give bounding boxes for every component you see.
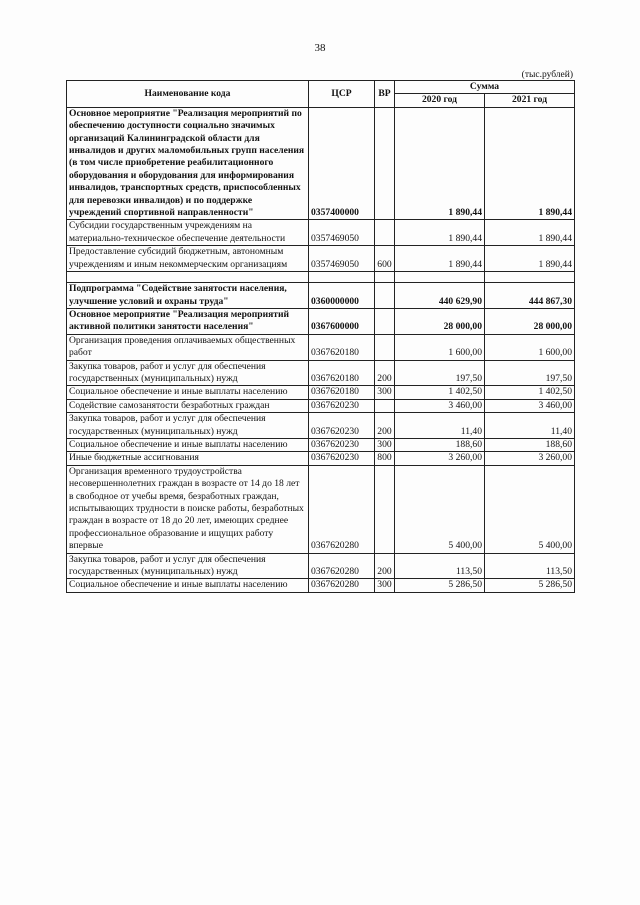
row-sum-2020: 11,40 xyxy=(395,413,485,439)
row-name: Подпрограмма "Содействие занятости населения, улучшение условий и охраны труда" xyxy=(67,283,309,309)
row-vr: 600 xyxy=(375,246,395,272)
row-name: Иные бюджетные ассигнования xyxy=(67,452,309,465)
table-row xyxy=(67,107,575,220)
row-name: Предоставление субсидий бюджетным, автономным учреждениям и иным некоммерческим организациям xyxy=(67,246,309,272)
row-sum-2020: 113,50 xyxy=(395,553,485,579)
table-row xyxy=(67,452,575,465)
row-sum-2021: 5 286,50 xyxy=(485,579,575,592)
row-csr: 0360000000 xyxy=(309,283,375,309)
row-csr: 0367620230 xyxy=(309,413,375,439)
table-row xyxy=(67,386,575,399)
row-csr: 0367620280 xyxy=(309,553,375,579)
row-sum-2021: 444 867,30 xyxy=(485,283,575,309)
row-sum-2021: 113,50 xyxy=(485,553,575,579)
row-name: Социальное обеспечение и иные выплаты населению xyxy=(67,386,309,399)
row-vr xyxy=(375,107,395,220)
row-sum-2021: 1 402,50 xyxy=(485,386,575,399)
header-year-2021: 2021 год xyxy=(485,94,575,107)
row-sum-2021: 1 600,00 xyxy=(485,334,575,360)
row-sum-2020: 1 600,00 xyxy=(395,334,485,360)
header-name: Наименование кода xyxy=(67,81,309,108)
row-sum-2020: 440 629,90 xyxy=(395,283,485,309)
row-name: Содействие самозанятости безработных граждан xyxy=(67,399,309,412)
row-csr: 0367620230 xyxy=(309,438,375,451)
spacer-row xyxy=(67,272,575,283)
row-name: Субсидии государственным учреждениям на материально-техническое обеспечение деятельности xyxy=(67,220,309,246)
row-sum-2021: 5 400,00 xyxy=(485,465,575,553)
row-vr xyxy=(375,220,395,246)
row-csr: 0367620230 xyxy=(309,399,375,412)
table-body xyxy=(67,107,575,592)
row-sum-2020: 5 400,00 xyxy=(395,465,485,553)
row-name: Основное мероприятие "Реализация мероприятий активной политики занятости населения" xyxy=(67,308,309,334)
units-note: (тыс.рублей) xyxy=(521,70,573,80)
row-vr xyxy=(375,465,395,553)
row-sum-2021: 1 890,44 xyxy=(485,246,575,272)
table-row xyxy=(67,360,575,386)
row-name: Организация проведения оплачиваемых общественных работ xyxy=(67,334,309,360)
row-sum-2020: 1 890,44 xyxy=(395,220,485,246)
row-sum-2020: 1 402,50 xyxy=(395,386,485,399)
row-vr: 800 xyxy=(375,452,395,465)
row-vr: 200 xyxy=(375,360,395,386)
row-sum-2020: 28 000,00 xyxy=(395,308,485,334)
row-name: Организация временного трудоустройства несовершеннолетних граждан в возрасте от 14 до 18 лет в свободное от учебы время, безработных граждан, испытывающих трудности в поиске работы, безработных граждан в возрасте от 18 до 20 лет, имеющих среднее профессиональное образование и ищущих работу впервые xyxy=(67,465,309,553)
row-vr xyxy=(375,399,395,412)
row-name: Социальное обеспечение и иные выплаты населению xyxy=(67,438,309,451)
header-sum: Сумма xyxy=(395,81,575,94)
table-row xyxy=(67,579,575,592)
row-name: Закупка товаров, работ и услуг для обеспечения государственных (муниципальных) нужд xyxy=(67,360,309,386)
row-sum-2021: 188,60 xyxy=(485,438,575,451)
row-csr: 0367620180 xyxy=(309,360,375,386)
table-row xyxy=(67,220,575,246)
row-sum-2020: 197,50 xyxy=(395,360,485,386)
row-sum-2020: 188,60 xyxy=(395,438,485,451)
row-name: Основное мероприятие "Реализация мероприятий по обеспечению доступности социально значимых организаций Калининградской области для инвалидов и других маломобильных групп населения (в том числе приобретение реабилитационного оборудования и оборудования для информирования инвалидов, транспортных средств, приспособленных для перевозки инвалидов) и по поддержке учреждений спортивной направленности" xyxy=(67,107,309,220)
row-vr: 300 xyxy=(375,438,395,451)
row-sum-2020: 5 286,50 xyxy=(395,579,485,592)
table-row xyxy=(67,334,575,360)
row-name: Закупка товаров, работ и услуг для обеспечения государственных (муниципальных) нужд xyxy=(67,413,309,439)
row-csr: 0367620280 xyxy=(309,465,375,553)
row-name: Закупка товаров, работ и услуг для обеспечения государственных (муниципальных) нужд xyxy=(67,553,309,579)
row-sum-2020: 3 460,00 xyxy=(395,399,485,412)
row-sum-2021: 197,50 xyxy=(485,360,575,386)
table-row xyxy=(67,308,575,334)
row-vr xyxy=(375,283,395,309)
row-csr: 0367620230 xyxy=(309,452,375,465)
table-row xyxy=(67,438,575,451)
table-row xyxy=(67,465,575,553)
row-sum-2020: 3 260,00 xyxy=(395,452,485,465)
page-number: 38 xyxy=(314,42,326,54)
row-vr: 200 xyxy=(375,413,395,439)
row-name: Социальное обеспечение и иные выплаты населению xyxy=(67,579,309,592)
row-csr: 0357469050 xyxy=(309,246,375,272)
row-sum-2021: 1 890,44 xyxy=(485,220,575,246)
table-row xyxy=(67,553,575,579)
table-row xyxy=(67,413,575,439)
table-row xyxy=(67,399,575,412)
row-sum-2020: 1 890,44 xyxy=(395,107,485,220)
row-csr: 0367620180 xyxy=(309,334,375,360)
header-year-2020: 2020 год xyxy=(395,94,485,107)
budget-table xyxy=(66,80,575,593)
header-csr: ЦСР xyxy=(309,81,375,108)
table-row xyxy=(67,246,575,272)
row-csr: 0357400000 xyxy=(309,107,375,220)
row-csr: 0357469050 xyxy=(309,220,375,246)
row-sum-2021: 11,40 xyxy=(485,413,575,439)
row-vr xyxy=(375,334,395,360)
row-vr: 300 xyxy=(375,579,395,592)
header-vr: ВР xyxy=(375,81,395,108)
row-sum-2021: 28 000,00 xyxy=(485,308,575,334)
row-sum-2021: 3 460,00 xyxy=(485,399,575,412)
row-sum-2021: 3 260,00 xyxy=(485,452,575,465)
row-sum-2021: 1 890,44 xyxy=(485,107,575,220)
row-csr: 0367620180 xyxy=(309,386,375,399)
row-csr: 0367620280 xyxy=(309,579,375,592)
table-row xyxy=(67,283,575,309)
row-vr: 200 xyxy=(375,553,395,579)
row-csr: 0367600000 xyxy=(309,308,375,334)
row-vr: 300 xyxy=(375,386,395,399)
row-vr xyxy=(375,308,395,334)
row-sum-2020: 1 890,44 xyxy=(395,246,485,272)
